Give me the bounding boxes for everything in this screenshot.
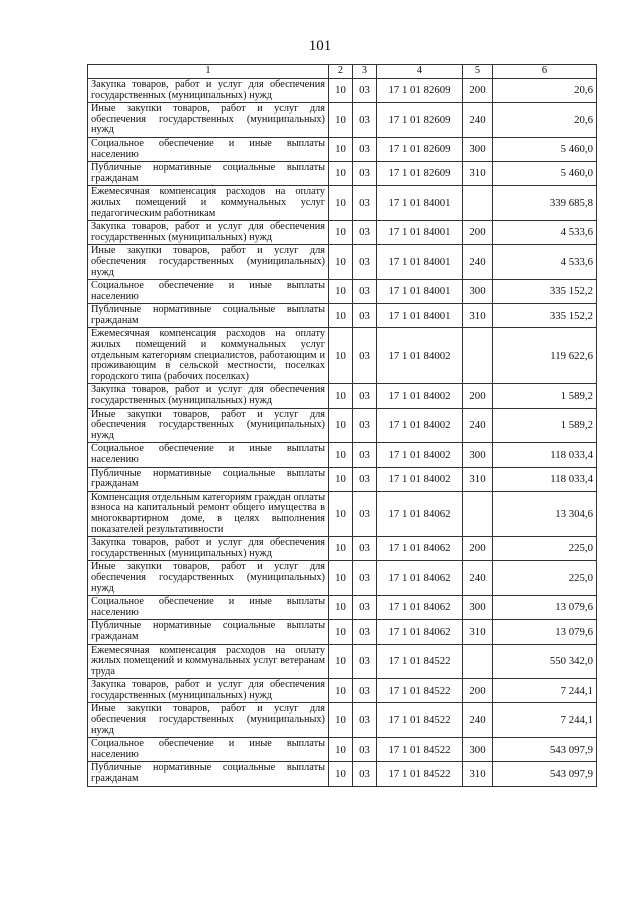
row-target-article-cell: 17 1 01 84062 [377, 620, 463, 644]
table-row [88, 679, 597, 703]
row-expense-type-cell: 310 [463, 467, 493, 491]
row-name-cell: Социальное обеспечение и иные выплаты населению [88, 738, 329, 762]
row-subsection-cell: 03 [353, 491, 377, 536]
row-amount-cell: 543 097,9 [493, 738, 597, 762]
row-subsection-cell: 03 [353, 620, 377, 644]
row-subsection-cell: 03 [353, 79, 377, 103]
row-expense-type-cell: 200 [463, 384, 493, 408]
row-target-article-cell: 17 1 01 84002 [377, 384, 463, 408]
header-col-6: 6 [493, 65, 597, 79]
row-subsection-cell: 03 [353, 703, 377, 738]
row-expense-type-cell: 200 [463, 79, 493, 103]
row-name-cell: Публичные нормативные социальные выплаты гражданам [88, 620, 329, 644]
row-subsection-cell: 03 [353, 679, 377, 703]
header-col-2: 2 [329, 65, 353, 79]
table-row [88, 137, 597, 161]
row-subsection-cell: 03 [353, 561, 377, 596]
row-name-cell: Публичные нормативные социальные выплаты гражданам [88, 467, 329, 491]
row-expense-type-cell: 310 [463, 304, 493, 328]
row-expense-type-cell: 200 [463, 679, 493, 703]
row-target-article-cell: 17 1 01 82609 [377, 137, 463, 161]
row-section-cell: 10 [329, 703, 353, 738]
table-row [88, 703, 597, 738]
row-section-cell: 10 [329, 443, 353, 467]
table-row [88, 408, 597, 443]
row-expense-type-cell: 240 [463, 245, 493, 280]
row-name-cell: Иные закупки товаров, работ и услуг для обеспечения государственных (муниципальных) нужд [88, 561, 329, 596]
row-amount-cell: 5 460,0 [493, 137, 597, 161]
row-name-cell: Социальное обеспечение и иные выплаты населению [88, 443, 329, 467]
row-expense-type-cell: 300 [463, 443, 493, 467]
row-amount-cell: 118 033,4 [493, 443, 597, 467]
header-col-5: 5 [463, 65, 493, 79]
row-expense-type-cell: 240 [463, 561, 493, 596]
row-name-cell: Иные закупки товаров, работ и услуг для обеспечения государственных (муниципальных) нужд [88, 103, 329, 138]
row-subsection-cell: 03 [353, 186, 377, 221]
row-target-article-cell: 17 1 01 84522 [377, 762, 463, 786]
row-name-cell: Компенсация отдельным категориям граждан оплаты взноса на капитальный ремонт общего имущества в многоквартирном доме, в целях выполнения показателей результативности [88, 491, 329, 536]
row-expense-type-cell: 240 [463, 703, 493, 738]
row-name-cell: Закупка товаров, работ и услуг для обеспечения государственных (муниципальных) нужд [88, 221, 329, 245]
row-section-cell: 10 [329, 596, 353, 620]
row-target-article-cell: 17 1 01 84062 [377, 596, 463, 620]
row-amount-cell: 4 533,6 [493, 221, 597, 245]
row-subsection-cell: 03 [353, 162, 377, 186]
row-target-article-cell: 17 1 01 84522 [377, 738, 463, 762]
table-row [88, 620, 597, 644]
table-row [88, 304, 597, 328]
row-amount-cell: 5 460,0 [493, 162, 597, 186]
row-amount-cell: 1 589,2 [493, 408, 597, 443]
row-name-cell: Иные закупки товаров, работ и услуг для обеспечения государственных (муниципальных) нужд [88, 408, 329, 443]
row-section-cell: 10 [329, 245, 353, 280]
row-target-article-cell: 17 1 01 84002 [377, 443, 463, 467]
row-name-cell: Ежемесячная компенсация расходов на оплату жилых помещений и коммунальных услуг отдельным категориям специалистов, работающим и проживающим в сельской местности, поселках городского типа (рабочих поселках) [88, 328, 329, 384]
row-amount-cell: 119 622,6 [493, 328, 597, 384]
row-amount-cell: 118 033,4 [493, 467, 597, 491]
row-section-cell: 10 [329, 79, 353, 103]
row-name-cell: Социальное обеспечение и иные выплаты населению [88, 137, 329, 161]
row-amount-cell: 335 152,2 [493, 280, 597, 304]
row-section-cell: 10 [329, 537, 353, 561]
row-section-cell: 10 [329, 280, 353, 304]
row-section-cell: 10 [329, 103, 353, 138]
header-row [88, 65, 597, 79]
row-target-article-cell: 17 1 01 84001 [377, 280, 463, 304]
row-expense-type-cell: 310 [463, 762, 493, 786]
table-row [88, 328, 597, 384]
row-subsection-cell: 03 [353, 467, 377, 491]
row-name-cell: Закупка товаров, работ и услуг для обеспечения государственных (муниципальных) нужд [88, 537, 329, 561]
row-expense-type-cell: 200 [463, 537, 493, 561]
row-subsection-cell: 03 [353, 280, 377, 304]
row-target-article-cell: 17 1 01 84002 [377, 467, 463, 491]
row-expense-type-cell: 240 [463, 408, 493, 443]
row-name-cell: Закупка товаров, работ и услуг для обеспечения государственных (муниципальных) нужд [88, 384, 329, 408]
header-col-3: 3 [353, 65, 377, 79]
row-expense-type-cell: 310 [463, 162, 493, 186]
row-subsection-cell: 03 [353, 537, 377, 561]
row-subsection-cell: 03 [353, 384, 377, 408]
row-name-cell: Социальное обеспечение и иные выплаты населению [88, 596, 329, 620]
table-row [88, 103, 597, 138]
row-name-cell: Иные закупки товаров, работ и услуг для обеспечения государственных (муниципальных) нужд [88, 703, 329, 738]
row-amount-cell: 13 304,6 [493, 491, 597, 536]
row-expense-type-cell: 300 [463, 280, 493, 304]
row-target-article-cell: 17 1 01 84002 [377, 408, 463, 443]
row-amount-cell: 13 079,6 [493, 620, 597, 644]
row-target-article-cell: 17 1 01 84001 [377, 245, 463, 280]
row-name-cell: Закупка товаров, работ и услуг для обеспечения государственных (муниципальных) нужд [88, 679, 329, 703]
row-section-cell: 10 [329, 186, 353, 221]
row-name-cell: Ежемесячная компенсация расходов на оплату жилых помещений и коммунальных услуг педагогическим работникам [88, 186, 329, 221]
row-name-cell: Ежемесячная компенсация расходов на оплату жилых помещений и коммунальных услуг ветеранам труда [88, 644, 329, 679]
row-target-article-cell: 17 1 01 82609 [377, 79, 463, 103]
row-subsection-cell: 03 [353, 304, 377, 328]
table-row [88, 162, 597, 186]
row-section-cell: 10 [329, 304, 353, 328]
row-amount-cell: 543 097,9 [493, 762, 597, 786]
row-section-cell: 10 [329, 738, 353, 762]
row-section-cell: 10 [329, 408, 353, 443]
table-body [88, 79, 597, 787]
row-target-article-cell: 17 1 01 84062 [377, 537, 463, 561]
row-section-cell: 10 [329, 384, 353, 408]
table-header [88, 65, 597, 79]
row-target-article-cell: 17 1 01 84522 [377, 679, 463, 703]
row-expense-type-cell: 240 [463, 103, 493, 138]
row-amount-cell: 13 079,6 [493, 596, 597, 620]
row-amount-cell: 550 342,0 [493, 644, 597, 679]
row-expense-type-cell: 300 [463, 738, 493, 762]
row-subsection-cell: 03 [353, 644, 377, 679]
row-target-article-cell: 17 1 01 84001 [377, 304, 463, 328]
row-expense-type-cell: 300 [463, 137, 493, 161]
table-row [88, 443, 597, 467]
table-row [88, 738, 597, 762]
row-subsection-cell: 03 [353, 408, 377, 443]
row-amount-cell: 20,6 [493, 79, 597, 103]
row-expense-type-cell: 310 [463, 620, 493, 644]
row-name-cell: Публичные нормативные социальные выплаты гражданам [88, 762, 329, 786]
row-target-article-cell: 17 1 01 84062 [377, 561, 463, 596]
row-target-article-cell: 17 1 01 84001 [377, 186, 463, 221]
table-row [88, 384, 597, 408]
row-target-article-cell: 17 1 01 82609 [377, 103, 463, 138]
row-section-cell: 10 [329, 137, 353, 161]
row-expense-type-cell [463, 491, 493, 536]
row-amount-cell: 20,6 [493, 103, 597, 138]
row-subsection-cell: 03 [353, 221, 377, 245]
row-target-article-cell: 17 1 01 84001 [377, 221, 463, 245]
row-target-article-cell: 17 1 01 84522 [377, 703, 463, 738]
table-row [88, 561, 597, 596]
table-row [88, 245, 597, 280]
row-section-cell: 10 [329, 679, 353, 703]
row-amount-cell: 4 533,6 [493, 245, 597, 280]
row-subsection-cell: 03 [353, 738, 377, 762]
header-col-1: 1 [88, 65, 329, 79]
table-row [88, 644, 597, 679]
row-amount-cell: 339 685,8 [493, 186, 597, 221]
row-subsection-cell: 03 [353, 762, 377, 786]
table-row [88, 762, 597, 786]
row-expense-type-cell [463, 328, 493, 384]
row-amount-cell: 225,0 [493, 537, 597, 561]
row-name-cell: Закупка товаров, работ и услуг для обеспечения государственных (муниципальных) нужд [88, 79, 329, 103]
row-expense-type-cell: 300 [463, 596, 493, 620]
row-expense-type-cell [463, 644, 493, 679]
table-row [88, 221, 597, 245]
row-section-cell: 10 [329, 620, 353, 644]
row-target-article-cell: 17 1 01 82609 [377, 162, 463, 186]
row-target-article-cell: 17 1 01 84522 [377, 644, 463, 679]
row-amount-cell: 225,0 [493, 561, 597, 596]
budget-table [87, 64, 597, 787]
row-name-cell: Публичные нормативные социальные выплаты гражданам [88, 304, 329, 328]
row-section-cell: 10 [329, 221, 353, 245]
row-section-cell: 10 [329, 328, 353, 384]
row-subsection-cell: 03 [353, 328, 377, 384]
table-row [88, 467, 597, 491]
row-subsection-cell: 03 [353, 103, 377, 138]
row-section-cell: 10 [329, 762, 353, 786]
row-amount-cell: 7 244,1 [493, 703, 597, 738]
row-section-cell: 10 [329, 644, 353, 679]
row-amount-cell: 7 244,1 [493, 679, 597, 703]
row-name-cell: Иные закупки товаров, работ и услуг для обеспечения государственных (муниципальных) нужд [88, 245, 329, 280]
row-name-cell: Публичные нормативные социальные выплаты гражданам [88, 162, 329, 186]
page-number: 101 [308, 38, 332, 54]
row-section-cell: 10 [329, 467, 353, 491]
table-row [88, 186, 597, 221]
row-name-cell: Социальное обеспечение и иные выплаты населению [88, 280, 329, 304]
row-expense-type-cell [463, 186, 493, 221]
row-target-article-cell: 17 1 01 84002 [377, 328, 463, 384]
table-row [88, 280, 597, 304]
row-expense-type-cell: 200 [463, 221, 493, 245]
row-section-cell: 10 [329, 561, 353, 596]
row-section-cell: 10 [329, 162, 353, 186]
row-section-cell: 10 [329, 491, 353, 536]
table-row [88, 596, 597, 620]
table-row [88, 491, 597, 536]
row-subsection-cell: 03 [353, 443, 377, 467]
row-target-article-cell: 17 1 01 84062 [377, 491, 463, 536]
table-row [88, 537, 597, 561]
table-row [88, 79, 597, 103]
row-subsection-cell: 03 [353, 596, 377, 620]
row-subsection-cell: 03 [353, 137, 377, 161]
row-amount-cell: 335 152,2 [493, 304, 597, 328]
header-col-4: 4 [377, 65, 463, 79]
row-amount-cell: 1 589,2 [493, 384, 597, 408]
row-subsection-cell: 03 [353, 245, 377, 280]
